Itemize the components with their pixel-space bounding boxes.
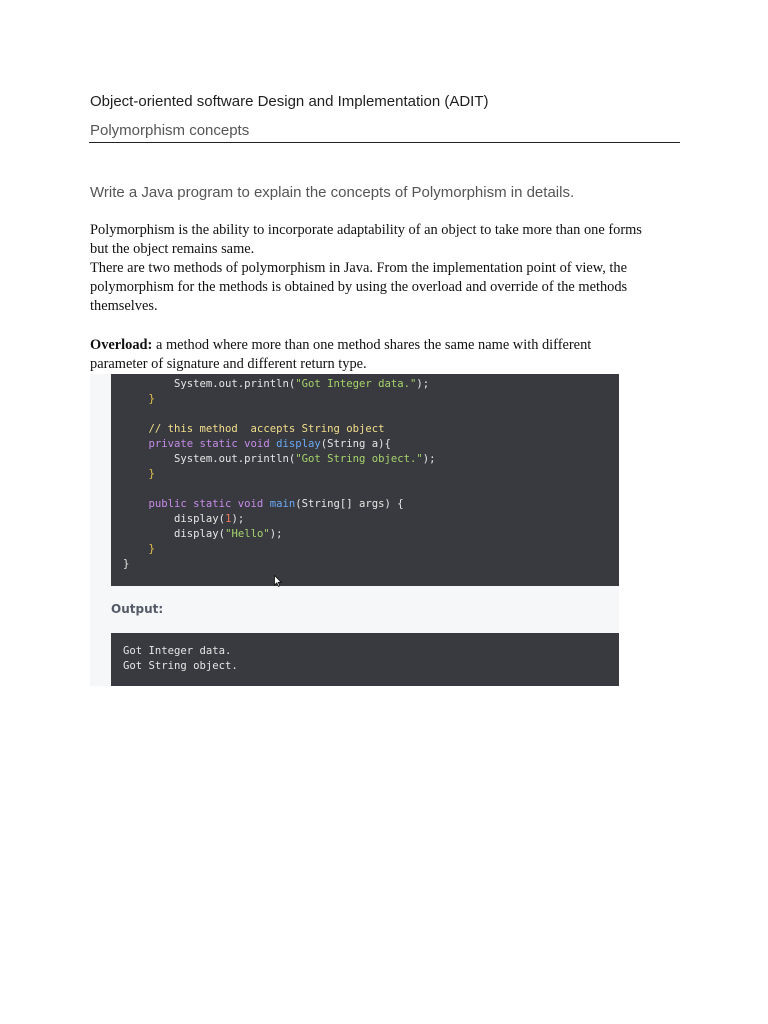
code-token: System.out.println(: [123, 453, 296, 465]
code-token: }: [123, 543, 155, 555]
code-token: (String[] args) {: [295, 498, 404, 510]
mouse-pointer-icon: [274, 575, 282, 587]
code-line: [123, 452, 436, 467]
code-line: [123, 437, 391, 452]
paragraph-polymorphism-intro: [90, 221, 680, 316]
course-title: Object-oriented software Design and Implementation (ADIT): [90, 93, 489, 110]
code-token: (String a){: [320, 438, 391, 450]
code-token: // this method accepts String object: [123, 423, 385, 435]
code-line: [123, 392, 155, 407]
overload-term: Overload:: [90, 337, 153, 353]
code-token: System.out.println(: [123, 378, 296, 390]
paragraph-overload: [90, 336, 680, 374]
code-token: }: [123, 468, 155, 480]
code-block: [111, 374, 619, 586]
paragraph-line: but the object remains same.: [90, 241, 255, 257]
paragraph-line: [90, 336, 680, 355]
code-token: private static void: [123, 438, 277, 450]
paragraph-line: parameter of signature and different return type.: [90, 356, 367, 372]
code-token: "Hello": [225, 528, 270, 540]
code-line: [123, 377, 429, 392]
code-token: "Got String object.": [295, 453, 423, 465]
code-token: }: [123, 558, 130, 570]
output-line: Got String object.: [123, 660, 238, 672]
code-screenshot: [90, 374, 619, 686]
code-line: [123, 497, 404, 512]
code-token: );: [269, 528, 283, 540]
code-line: [123, 467, 155, 482]
output-label: Output:: [111, 602, 164, 616]
code-token: );: [231, 513, 245, 525]
output-line: Got Integer data.: [123, 645, 232, 657]
output-block: [111, 633, 619, 686]
code-token: display(: [123, 513, 226, 525]
overload-definition: a method where more than one method shares the same name with different: [152, 337, 592, 353]
code-token: 1: [225, 513, 232, 525]
paragraph-line: There are two methods of polymorphism in Java. From the implementation point of view, the: [90, 260, 628, 276]
header-divider: [89, 142, 680, 143]
code-line: [123, 422, 385, 437]
code-token: );: [416, 378, 430, 390]
code-line: [123, 512, 244, 527]
code-token: display(: [123, 528, 226, 540]
paragraph-line: polymorphism for the methods is obtained by using the overload and override of the methods: [90, 279, 628, 295]
paragraph-line: themselves.: [90, 298, 158, 314]
code-token: );: [422, 453, 436, 465]
question-heading: Write a Java program to explain the concepts of Polymorphism in details.: [90, 184, 575, 201]
code-token: "Got Integer data.": [295, 378, 417, 390]
code-line: [123, 557, 129, 572]
code-line: [123, 527, 282, 542]
code-line: [123, 542, 155, 557]
code-token: main: [269, 498, 296, 510]
code-token: }: [123, 393, 155, 405]
topic-subtitle: Polymorphism concepts: [90, 122, 250, 139]
code-token: public static void: [123, 498, 270, 510]
code-token: display: [276, 438, 321, 450]
paragraph-line: Polymorphism is the ability to incorporate adaptability of an object to take more than one forms: [90, 222, 642, 238]
